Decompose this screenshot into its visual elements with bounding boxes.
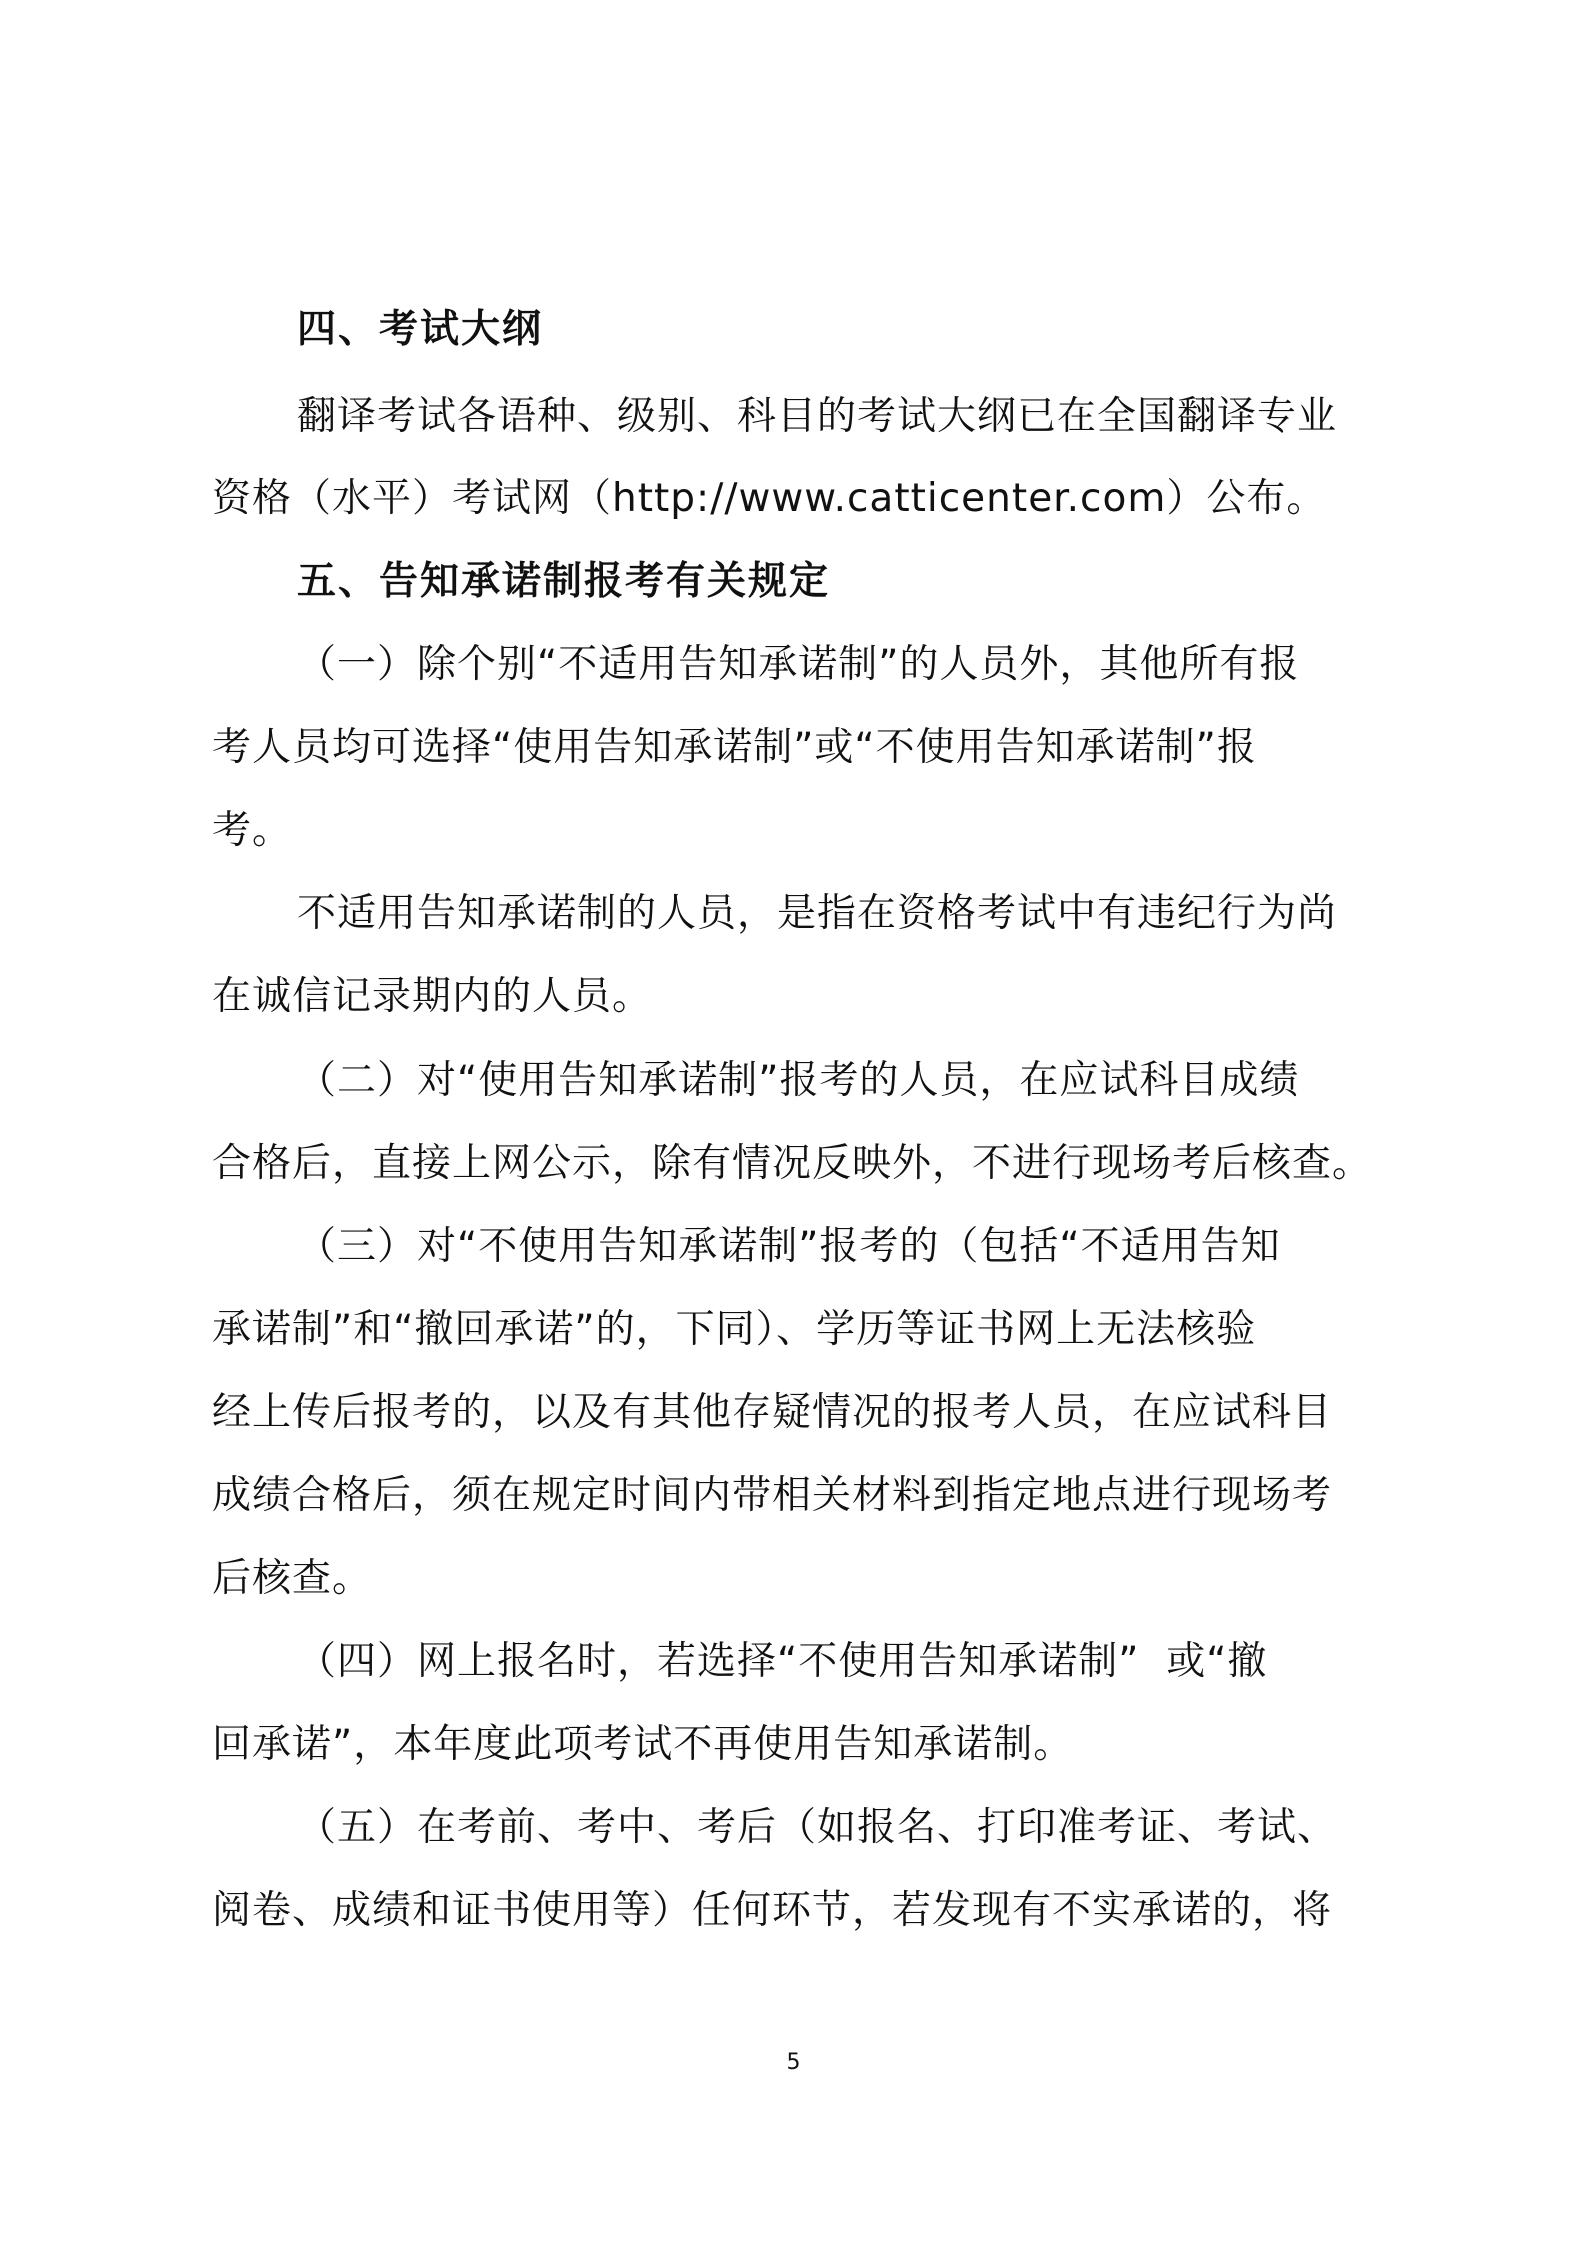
item-1-line-1: （一）除个别“不适用告知承诺制”的人员外，其他所有报 — [297, 642, 1300, 687]
item-2-line-1: （二）对“使用告知承诺制”报考的人员，在应试科目成绩 — [297, 1058, 1300, 1103]
item-5-line-1: （五）在考前、考中、考后（如报名、打印准考证、考试、 — [297, 1805, 1338, 1850]
item-3-line-4: 成绩合格后，须在规定时间内带相关材料到指定地点进行现场考 — [212, 1473, 1333, 1518]
item-1-line-3: 考。 — [212, 808, 293, 853]
item-5-line-2: 阅卷、成绩和证书使用等）任何环节，若发现有不实承诺的，将 — [212, 1888, 1333, 1933]
item-3-line-3: 经上传后报考的，以及有其他存疑情况的报考人员，在应试科目 — [212, 1390, 1333, 1435]
section-5-heading: 五、告知承诺制报考有关规定 — [297, 559, 831, 604]
note-line-2: 在诚信记录期内的人员。 — [212, 974, 653, 1019]
item-1-line-2: 考人员均可选择“使用告知承诺制”或“不使用告知承诺制”报 — [212, 725, 1257, 770]
page-number: 5 — [786, 2050, 801, 2075]
section-4-heading: 四、考试大纲 — [297, 307, 544, 352]
section-4-paragraph-line-1: 翻译考试各语种、级别、科目的考试大纲已在全国翻译专业 — [297, 394, 1338, 439]
item-3-line-5: 后核查。 — [212, 1556, 373, 1601]
item-3-line-1: （三）对“不使用告知承诺制”报考的（包括“不适用告知 — [297, 1224, 1281, 1269]
item-4-line-2: 回承诺”，本年度此项考试不再使用告知承诺制。 — [212, 1722, 1074, 1767]
section-4-paragraph-line-2: 资格（水平）考试网（http://www.catticenter.com）公布。 — [212, 476, 1327, 521]
note-line-1: 不适用告知承诺制的人员，是指在资格考试中有违纪行为尚 — [297, 891, 1338, 936]
item-2-line-2: 合格后，直接上网公示，除有情况反映外，不进行现场考后核查。 — [212, 1141, 1373, 1186]
item-4-line-1: （四）网上报名时，若选择“不使用告知承诺制” 或“撤 — [297, 1639, 1268, 1684]
item-3-line-2: 承诺制”和“撤回承诺”的，下同）、学历等证书网上无法核验 — [212, 1307, 1257, 1352]
